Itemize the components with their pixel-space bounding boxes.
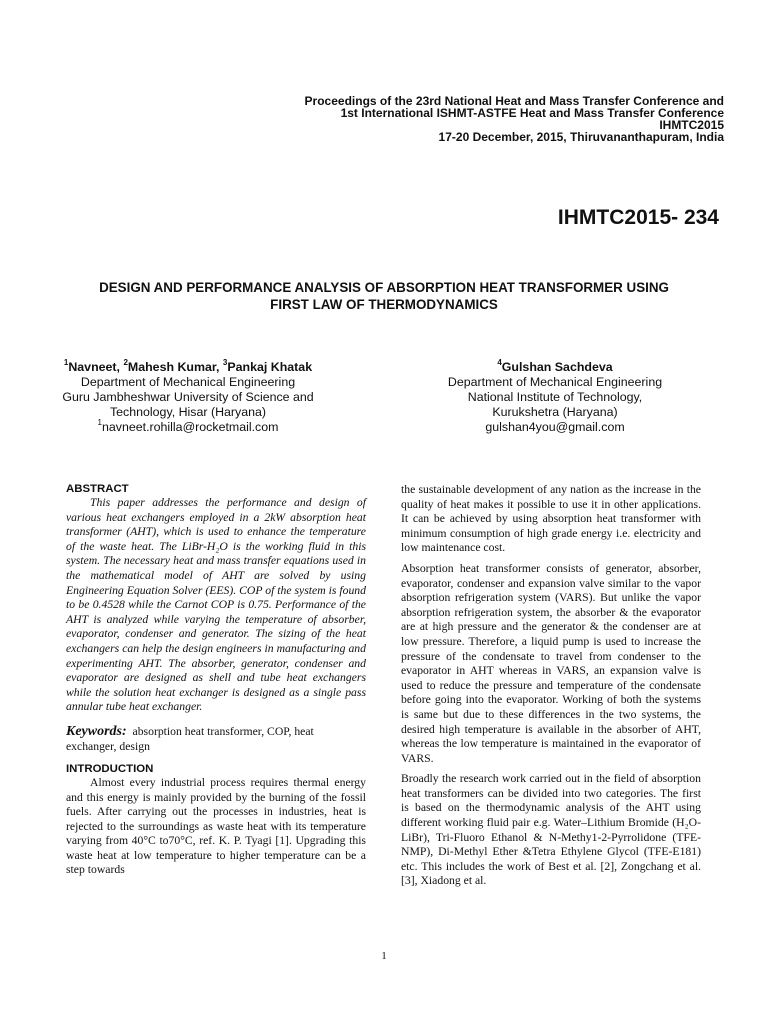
- author-department: Department of Mechanical Engineering: [447, 375, 663, 389]
- author-block-right: [420, 360, 690, 435]
- author-name: Gulshan Sachdeva: [501, 360, 613, 374]
- author-email[interactable]: gulshan4you@gmail.com: [485, 420, 625, 434]
- author-name: Mahesh Kumar,: [127, 360, 223, 374]
- keywords-label: Keywords: [66, 723, 122, 739]
- body-paragraph: the sustainable development of any nation as the increase in the quality of heat makes it possible to use it in other applications. It can be achieved by using absorption heat transformer with minimum consumption of high grade energy i.e. electricity and low maintenance cost.: [401, 483, 701, 555]
- author-location: Kurukshetra (Haryana): [492, 405, 618, 419]
- author-superscript: 3: [222, 358, 228, 367]
- author-superscript: 2: [123, 358, 128, 367]
- author-name: Navneet,: [68, 360, 124, 374]
- proceedings-line: Proceedings of the 23rd National Heat and Mass Transfer Conference and: [304, 94, 724, 108]
- email-text: navneet.rohilla@rocketmail.com: [101, 420, 279, 434]
- proceedings-header: [305, 95, 724, 143]
- body-paragraph: Broadly the research work carried out in the field of absorption heat transformers can be divided into two categories. The first is based on the thermodynamic analysis of the AHT using different working fluid pair e.g. Water–Lithium Bromide (H₂O-LiBr), Tri-Fluoro Ethanol & N-Methy1-2-Pyrrolidone (TFE-NMP), Di-Methyl Ether &Tetra Ethylene Glycol (TFE-E181) etc. This includes the work of Best et al. [2], Zongchang et al. [3], Xiadong et al.: [401, 772, 701, 888]
- author-names: [420, 360, 690, 375]
- introduction-text: Almost every industrial process requires thermal energy and this energy is mainly provided by the burning of the fossil fuels. After carrying out the processes in industries, heat is rejected to the surroundings as waste heat with its temperature varying from 40°C to70°C, ref. K. P. Tyagi [1]. Upgrading this waste heat at low temperature to higher temperature can be a step towards: [66, 775, 366, 877]
- author-institute: National Institute of Technology,: [467, 390, 643, 404]
- author-university: Guru Jambheshwar University of Science and: [62, 390, 314, 404]
- introduction-heading: INTRODUCTION: [66, 762, 154, 775]
- proceedings-line: 1st International ISHMT-ASTFE Heat and Mass Transfer Conference: [340, 106, 724, 120]
- abstract-heading: ABSTRACT: [66, 483, 129, 495]
- title-line: FIRST LAW OF THERMODYNAMICS: [270, 297, 498, 312]
- author-university: Technology, Hisar (Haryana): [109, 405, 267, 419]
- author-superscript: 4: [497, 358, 502, 367]
- author-names: [48, 360, 328, 375]
- paper-id: IHMTC2015- 234: [557, 206, 719, 229]
- author-department: Department of Mechanical Engineering: [80, 375, 296, 389]
- abstract-text: This paper addresses the performance and design of various heat exchangers employed in a 2kW absorption heat transformer (AHT), which is used to enhance the temperature of the waste heat. The LiBr-H₂O is the working fluid in this system. The necessary heat and mass transfer equations used in the mathematical model of AHT are solved by using Engineering Equation Solver (EES). COP of the system is found to be 0.4528 while the Carnot COP is 0.75. Performance of the AHT is analyzed while varying the temperature of absorber, evaporator, condenser and generator. The sizing of the heat exchangers can help the design engineers in manufacturing and experimenting AHT. The absorber, generator, condenser and evaporator are designed as shell and tube heat exchangers while the solution heat exchanger is designed as a single pass annular tube heat exchanger.: [66, 496, 366, 714]
- title-line: DESIGN AND PERFORMANCE ANALYSIS OF ABSORPTION HEAT TRANSFORMER USING: [99, 280, 669, 295]
- body-paragraph: Absorption heat transformer consists of generator, absorber, evaporator, condenser and expansion valve similar to the vapor absorption refrigeration system (VARS). But unlike the vapor absorption refrigeration system, the absorber & the evaporator are at high pressure and the generator & the condenser are at low pressure. Therefore, a liquid pump is used to increase the pressure of the condensate to travel from condenser to the evaporator in AHT whereas in VARS, an expansion valve is used to reduce the pressure and temperature of the condensate before going into the evaporator. Working of both the systems is same but due to these differences in the two systems, the desired high temperature is available in the absorber of AHT, whereas the low temperature is maintained in the evaporator of VARS.: [401, 561, 701, 765]
- author-name: Pankaj Khatak: [227, 360, 313, 374]
- author-block-left: [48, 360, 328, 435]
- keywords-colon: :: [122, 723, 127, 739]
- right-column: [401, 483, 701, 889]
- keywords-text: absorption heat transformer, COP, heat exchanger, design: [66, 724, 314, 753]
- proceedings-line: IHMTC2015: [659, 118, 724, 132]
- author-email[interactable]: [48, 420, 328, 435]
- page-number: 1: [381, 950, 387, 962]
- left-column: [66, 483, 366, 878]
- paper-title: [40, 279, 728, 313]
- author-superscript: 1: [63, 358, 69, 367]
- keywords: [66, 724, 366, 754]
- author-superscript: 1: [97, 418, 102, 427]
- proceedings-line: 17-20 December, 2015, Thiruvananthapuram, India: [438, 130, 724, 144]
